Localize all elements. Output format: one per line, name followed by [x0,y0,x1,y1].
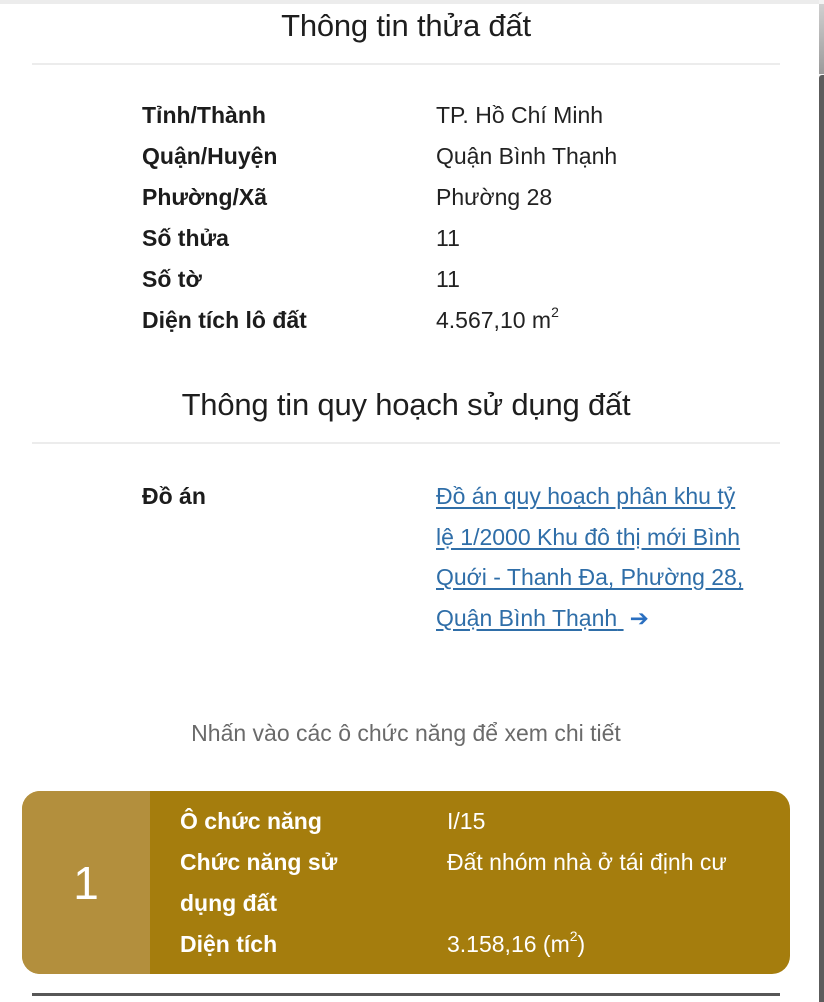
parcel-info-title: Thông tin thửa đất [281,8,531,43]
plan-label: Đồ án [142,483,206,509]
unit-superscript: 2 [551,304,559,321]
card-value: I/15 [447,808,486,834]
info-label: Diện tích lô đất [142,307,307,333]
info-row-ward [142,177,762,218]
card-label: Chức năng sử dụng đất [180,849,338,916]
card-label: Diện tích [180,931,278,957]
info-row-province [142,95,762,136]
info-value: 11 [436,225,460,251]
card-index: 1 [22,791,150,974]
top-edge [0,0,824,4]
scrollbar-top [819,4,824,74]
info-label: Số thửa [142,225,229,251]
card-value: Đất nhóm nhà ở tái định cư [447,849,727,875]
info-label: Số tờ [142,266,202,292]
card-row-land-use [180,842,780,924]
planning-info-title: Thông tin quy hoạch sử dụng đất [181,387,631,422]
info-row-sheet-number [142,259,762,300]
planning-title-divider [32,442,780,444]
scrollbar-thumb[interactable] [819,75,824,1002]
card-row-area [180,924,780,965]
function-card-1[interactable] [22,791,790,974]
card-body [180,801,780,965]
info-value: Quận Bình Thạnh [436,143,618,169]
info-value: TP. Hồ Chí Minh [436,102,604,128]
card-row-function-cell [180,801,780,842]
card-label: Ô chức năng [180,808,322,834]
next-card-edge [32,993,780,996]
unit-superscript: 2 [569,928,578,945]
info-value: 4.567,10 $m^2$ [436,304,559,333]
info-row-district [142,136,762,177]
info-label: Quận/Huyện [142,143,278,169]
hint-text: Nhấn vào các ô chức năng để xem chi tiết [191,720,621,746]
plan-link[interactable]: Đồ án quy hoạch phân khu tỷ lệ 1/2000 Khu đô thị mới Bình Quới - Thanh Đa, Phường 28, Quận Bình Thạnh ➔ [436,476,756,638]
info-label: Phường/Xã [142,184,268,210]
info-value: Phường 28 [436,184,553,210]
info-row-lot-area [142,300,762,341]
info-label: Tỉnh/Thành [142,102,266,128]
info-row-parcel-number [142,218,762,259]
arrow-right-icon: ➔ [629,604,649,631]
card-value: 3.158,16 $(m^2)$ [447,928,586,957]
parcel-title-divider [32,63,780,65]
info-value: 11 [436,266,460,292]
